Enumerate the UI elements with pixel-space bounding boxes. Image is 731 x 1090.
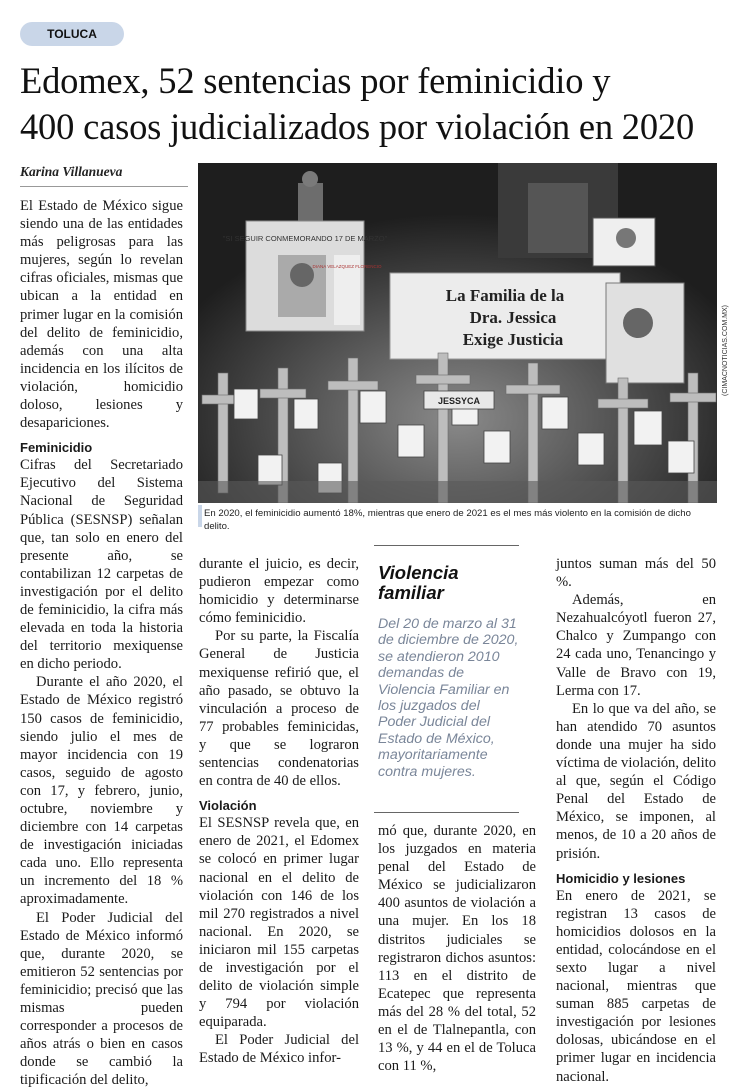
col2-paragraph-1: durante el juicio, es decir, pudieron empezar como homicidio y determinarse cómo feminicidio. [199,556,359,627]
subhead-violacion: Violación [199,798,257,814]
byline-divider [20,186,188,187]
headline-line-1: Edomex, 52 sentencias por feminicidio y [20,60,611,101]
caption-marker [198,505,202,527]
sidebar-top-rule [374,545,519,546]
article-column-3 [378,822,536,1075]
col1-paragraph-3: Durante el año 2020, el Estado de México registró 150 casos de feminicidio, siendo julio el mes de mayor incidencia con 19 casos, seguido de agosto con 17, y febrero, junio, octubre, noviembre y diciembre con 14 carpetas de investigación iniciadas cada uno. Ello representa un incremento del 18 % aproximadamente. [20,674,183,908]
col2-paragraph-2: Por su parte, la Fiscalía General de Justicia mexiquense refirió que, el año pasado, se obtuvo la vinculación a proceso de 77 probables feminicidas, y que se lograron sentencias condenatorias en contra de 40 de ellos. [199,628,359,790]
photo-credit: (CIMACNOTICIAS.COM.MX) [722,305,729,396]
sign-1-text: DIANA VELAZQUEZ FLORENCIO [312,264,382,269]
subhead-feminicidio: Feminicidio [20,440,93,456]
col2-paragraph-3: El SESNSP revela que, en enero de 2021, el Edomex se colocó en primer lugar nacional en el delito de violación con 146 de los mil 270 registrados a nivel nacional. En 2020, se iniciaron mil 155 carpetas de investigación por el delito de violación simple y 794 por violación equiparada. [199,815,359,1031]
col4-paragraph-3: En lo que va del año, se han atendido 70 asuntos donde una mujer ha sido víctima de violación, delito al que, según el Código Penal del Estado de México, se imponen, al menos, de 10 a 20 años de prisión. [556,700,716,862]
section-tag[interactable]: TOLUCA [20,22,124,46]
headline-line-2: 400 casos judicializados por violación en 2020 [20,106,694,147]
banner-center-line-1: La Familia de la [445,286,565,305]
col4-paragraph-2: Además, en Nezahualcóyotl fueron 27, Chalco y Zumpango con 24 cada uno, Tenancingo y Valle de Bravo con 19, Lerma con 17. [556,592,716,699]
subhead-homicidio: Homicidio y lesiones [556,870,686,886]
col1-paragraph-1: El Estado de México sigue siendo una de las entidades más peligrosas para las mujeres, según lo revelan cifras oficiales, mismas que ubican a la entidad en primer lugar en la comisión del delito de feminicidio, además con una alta incidencia en los ilícitos de violación, homicidio doloso, lesiones y desapariciones. [20,198,183,432]
col2-paragraph-4: El Poder Judicial del Estado de México infor- [199,1032,359,1067]
col1-paragraph-2: Cifras del Secretariado Ejecutivo del Sistema Nacional de Seguridad Pública (SESNSP) señalan que, tan solo en enero del presente año, se contabilizan 12 carpetas de investigación por el delito de feminicidio, la cifra más elevada en toda la historia del territorio mexiquense en dicho periodo. [20,457,183,673]
article-column-1 [20,197,183,1090]
banner-center-line-3: Exige Justicia [462,330,564,349]
article-photo [198,163,717,503]
headline [20,58,720,150]
col4-paragraph-1: juntos suman más del 50 %. [556,556,716,591]
article-column-4 [556,555,716,1086]
col1-paragraph-4: El Poder Judicial del Estado de México informó que, durante 2020, se emitieron 52 sentencias por feminicidio; precisó que las mismas pueden corresponder a procesos de años atrás o bien en casos donde se cambió la tipificación del delito, [20,909,183,1089]
protest-photo-illustration [198,163,717,503]
sign-2-text: JESSYCA [437,396,481,406]
banner-left-text: "SI SEGUIR CONMEMORANDO 17 DE MARZO" [222,234,388,243]
col3-paragraph-1: mó que, durante 2020, en los juzgados en materia penal del Estado de México se judicializaron 400 asuntos de violación a una mujer. En los 18 distritos judiciales se registraron dichos asuntos: 113 en el distrito de Ecatepec que representa más del 28 % del total, 52 en el de Tlalnepantla, con 13 %, y 44 en el de Toluca con 11 %, [378,823,536,1075]
sidebar-title: Violencia familiar [378,562,459,603]
byline: Karina Villanueva [20,164,123,179]
banner-center-line-2: Dra. Jessica [469,308,557,327]
sidebar-text: Del 20 de marzo al 31 de diciembre de 2020, se atendieron 2010 demandas de Violencia Familiar en los juzgados del Poder Judicial del Estado de México, mayoritariamente contra mujeres. [378,616,519,780]
col4-paragraph-4: En enero de 2021, se registran 13 casos de homicidios dolosos en la entidad, colocándose en el sexto lugar a nivel nacional, mientras que suman 885 carpetas de investigación por lesiones dolosas, ubicándose en el primer lugar en incidencia nacional. [556,887,716,1085]
photo-caption: En 2020, el feminicidio aumentó 18%, mientras que enero de 2021 es el mes más violento en la comisión de dicho delito. [204,508,691,532]
article-column-2 [199,555,359,1068]
sidebar-bottom-rule [374,812,519,813]
